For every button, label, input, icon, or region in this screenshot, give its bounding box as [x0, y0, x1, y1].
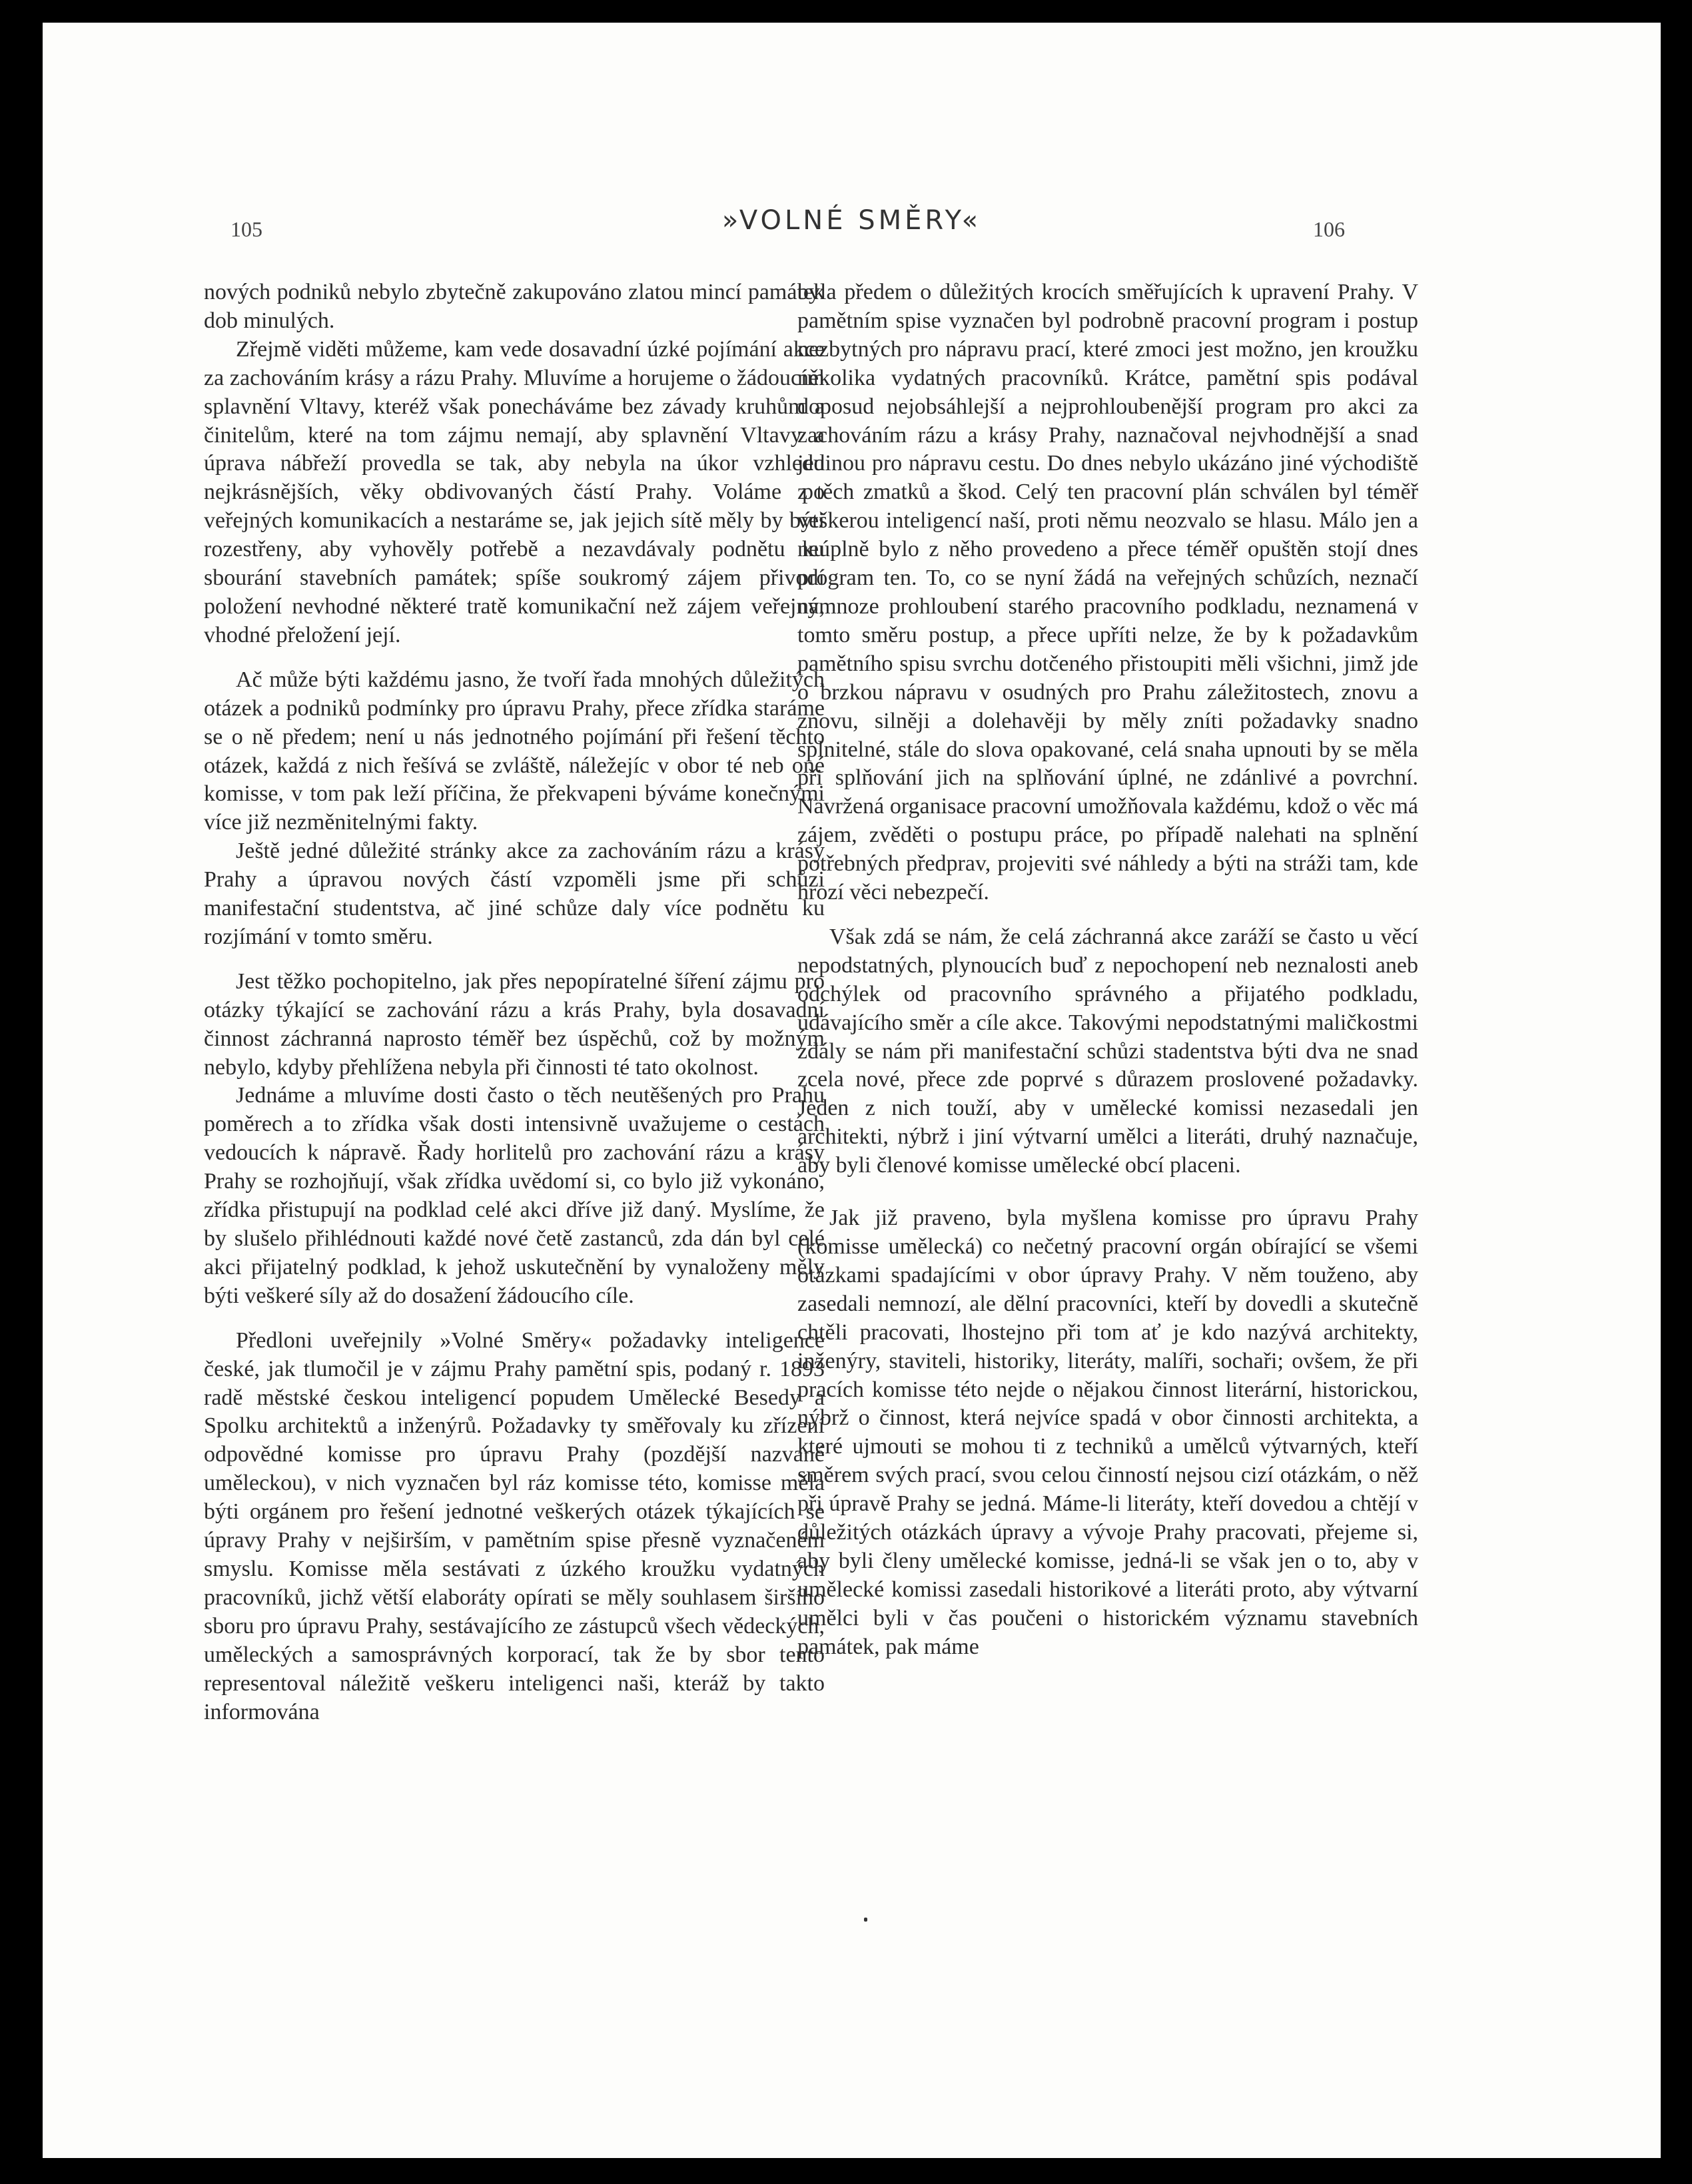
- paragraph: Předloni uveřejnily »Volné Směry« požadavky inteligence české, jak tlumočil je v zájmu Prahy pamětní spis, podaný r. 1893 radě městské českou inteligencí popudem Umělecké Besedy a Spolku architektů a inženýrů. Požadavky ty směřovaly ku zřízení odpovědné komisse pro úpravu Prahy (pozdější nazvané uměleckou), v nich vyznačen byl ráz komisse této, komisse měla býti orgánem pro řešení jednotné veškerých otázek týkajících se úpravy Prahy v nejširším, v pamětním spise přesně vyznačeném smyslu. Komisse měla sestávati z úzkého kroužku vydatných pracovníků, jichž větší elaboráty opírati se měly souhlasem širšího sboru pro úpravu Prahy, sestávajícího ze zástupců všech vědeckých, uměleckých a samosprávných korporací, tak že by sbor tento representoval náležitě veškeru inteligenci naši, kteráž by takto informována: [204, 1327, 825, 1724]
- left-text-column: [204, 278, 825, 1726]
- running-header: [43, 205, 1661, 245]
- paragraph: Ač může býti každému jasno, že tvoří řada mnohých důležitých otázek a podniků podmínky pro úpravu Prahy, přece zřídka staráme se o ně předem; není u nás jednotného pojímání při řešení těchto otázek, každá z nich řešívá se zvláště, náležejíc v obor té neb oné komisse, v tom pak leží příčina, že překvapeni býváme konečnými více již nezměnitelnými fakty.: [204, 667, 825, 835]
- right-page-number: 106: [1313, 217, 1345, 241]
- paragraph: Zřejmě viděti můžeme, kam vede dosavadní úzké pojímání akce za zachováním krásy a rázu Prahy. Mluvíme a horujeme o žádoucím splavnění Vltavy, kteréž však ponecháváme bez závady kruhům a činitelům, které na tom zájmu nemají, aby splavnění Vltavy a úprava nábřeží provedla se tak, aby nebyla na úkor vzhledu nejkrásnějších, věky obdivovaných částí Prahy. Voláme po veřejných komunikacích a nestaráme se, jak jejich sítě měly by býti rozestřeny, aby vyhověly potřebě a nezavdávaly podnětu ku sbourání stavebních památek; spíše soukromý zájem přivodí položení nevhodné některé tratě komunikační než zájem veřejný, vhodné přeložení její.: [204, 336, 825, 647]
- paragraph: Ještě jedné důležité stránky akce za zachováním rázu a krásy Prahy a úpravou nových částí vzpoměli jsme při schůzi manifestační studentstva, ač jiné schůze daly více podnětu ku rozjímání v tomto směru.: [204, 839, 825, 949]
- paragraph: Jest těžko pochopitelno, jak přes nepopíratelné šíření zájmu pro otázky týkající se zachování rázu a krás Prahy, byla dosavadní činnost záchranná naprosto téměř bez úspěchů, což by možným nebylo, kdyby přehlížena nebyla při činnosti té tato okolnost.: [204, 968, 825, 1080]
- ink-speck: [864, 1918, 867, 1922]
- paragraph: Jak již praveno, byla myšlena komisse pro úpravu Prahy (komisse umělecká) co nečetný pracovní orgán obírající se všemi otázkami spadajícími v obor úpravy Prahy. V něm touženo, aby zasedali nemnozí, ale dělní pracovníci, kteří by dovedli a skutečně chtěli pracovati, lhostejno při tom ať je kdo nazývá architekty, inženýry, staviteli, historiky, literáty, malíři, sochaři; ovšem, že při pracích komisse této nejde o nějakou činnost literární, historickou, nýbrž o činnost, která nejvíce spadá v obor činnosti architekta, a které ujmouti se mohou ti z techniků a umělců výtvarných, kteří směrem svých prací, svou celou činností nejsou cizí otázkám, o něž při úpravě Prahy se jedná. Máme-li literáty, kteří dovedou a chtějí v důležitých otázkách úpravy a vývoje Prahy pracovati, přejeme si, aby byli členy umělecké komisse, jedná-li se však jen o to, aby v umělecké komissi zasedali historikové a literáti proto, aby výtvarní umělci byli v čas poučeni o historickém významu stavebních památek, pak máme: [797, 1206, 1418, 1659]
- journal-title: »VOLNÉ SMĚRY«: [721, 205, 982, 236]
- left-page-number: 105: [230, 217, 262, 241]
- paragraph: Jednáme a mluvíme dosti často o těch neutěšených pro Prahu poměrech a to zřídka však dosti intensivně uvažujeme o cestách vedoucích k nápravě. Řady horlitelů pro zachování rázu a krásy Prahy se rozhojňují, však zřídka uvědomí si, co bylo již vykonáno, zřídka přistupují na podklad celé akci dříve již daný. Myslíme, že by slušelo přihlédnouti každé nové četě zastanců, zda dán byl celé akci přijatelný podklad, k jehož uskutečnění by vynaloženy měly býti veškeré síly až do dosažení žádoucího cíle.: [204, 1083, 825, 1308]
- paragraph: Však zdá se nám, že celá záchranná akce zaráží se často u věcí nepodstatných, plynoucích buď z nepochopení neb neznalosti aneb odchýlek od pracovního správného a přijatého podkladu, udávajícího směr a cíle akce. Takovými nepodstatnými maličkostmi zdály se nám při manifestační schůzi stadentstva býti dva ne snad zcela nové, přece zde poprvé s důrazem proslovené požadavky. Jeden z nich touží, aby v umělecké komissi nezasedali jen architekti, nýbrž i jiní výtvarní umělci a literáti, druhý naznačuje, aby byli členové komisse umělecké obcí placeni.: [797, 924, 1418, 1178]
- right-text-column: [797, 278, 1418, 1662]
- paragraph: byla předem o důležitých krocích směřujících k upravení Prahy. V pamětním spise vyznačen byl podrobně pracovní program i postup nezbytných pro nápravu prací, které zmoci jest možno, jen kroužku několika vydatných pracovníků. Krátce, pamětní spis podával doposud nejobsáhlejší a nejprohloubenější program pro akci za zachováním rázu a krásy Prahy, naznačoval nejvhodnější a snad jedinou pro nápravu cestu. Do dnes nebylo ukázáno jiné východiště z těch zmatků a škod. Celý ten pracovní plán schválen byl téměř veškerou inteligencí naší, proti němu neozvalo se hlasu. Málo jen a neúplně bylo z něho provedeno a přece téměř opuštěn stojí dnes program ten. To, co se nyní žádá na veřejných schůzích, neznačí namnoze prohloubení starého pracovního podkladu, neznamená v tomto směru postup, a přece upříti nelze, že by k požadavkům pamětního spisu svrchu dotčeného přistoupiti měli všichni, jimž jde o brzkou nápravu v osudných pro Prahu záležitostech, znovu a znovu, silněji a dolehavěji by měly zníti požadavky snadno splnitelné, stále do slova opakované, celá snaha upnouti by se měla při splňování jich na splňování úplné, ne zdánlivé a povrchní. Navržená organisace pracovní umožňovala každému, kdož o věc má zájem, zvěděti o postupu práce, po případě nalehati na splnění potřebných předprav, projeviti své náhledy a býti na stráži tam, kde hrozí věci nebezpečí.: [797, 280, 1418, 905]
- book-page: [43, 23, 1661, 2158]
- paragraph: nových podniků nebylo zbytečně zakupováno zlatou mincí památek dob minulých.: [204, 280, 825, 333]
